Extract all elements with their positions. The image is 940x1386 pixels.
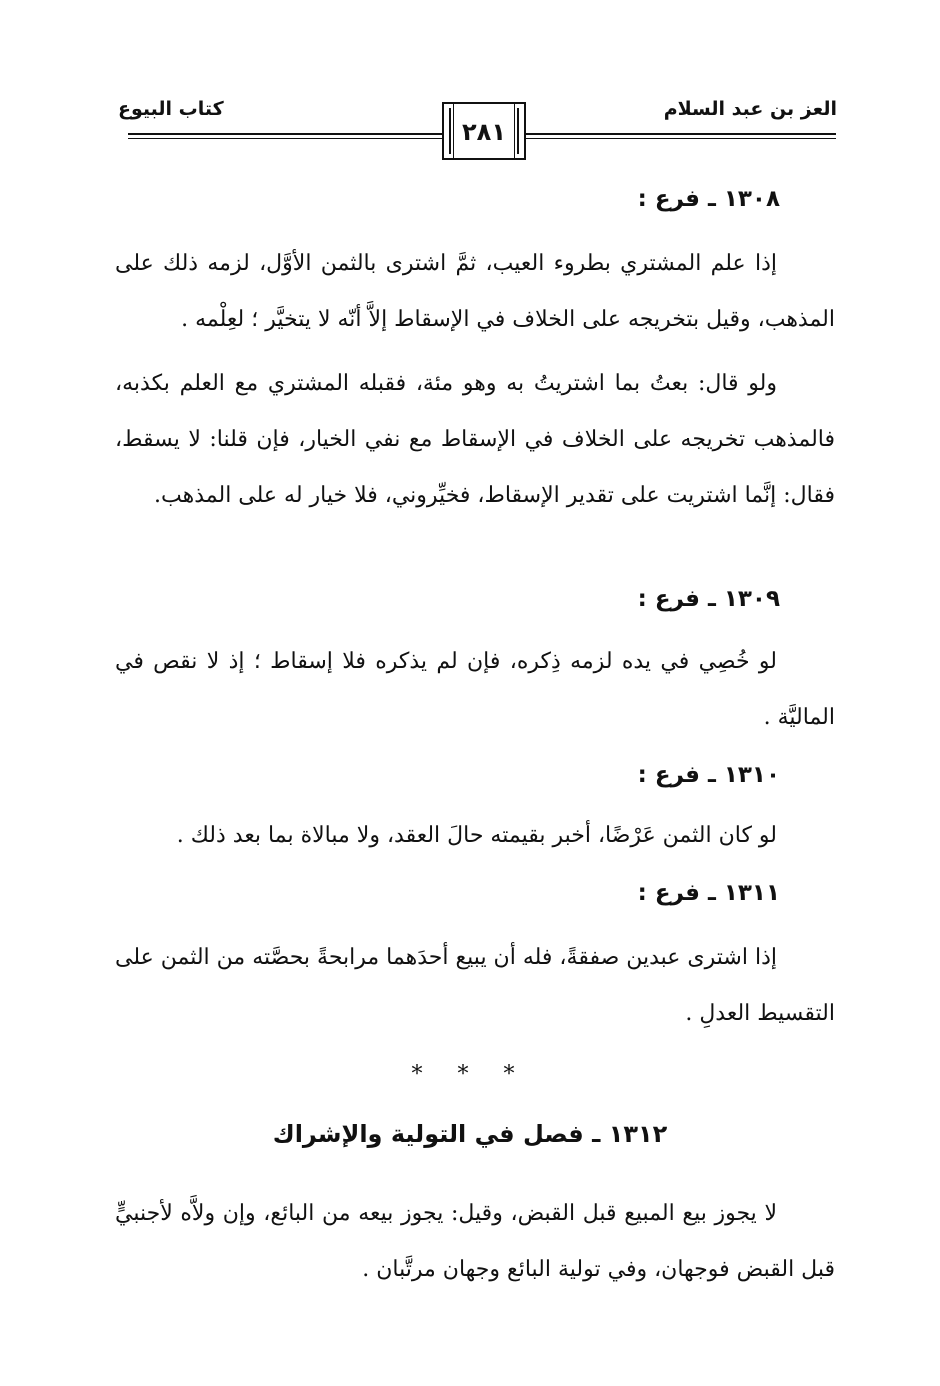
paragraph: ولو قال: بعتُ بما اشتريتُ به وهو مئة، فقبله المشتري مع العلم بكذبه، فالمذهب تخريجه على الخلاف في الإسقاط مع نفي الخيار، فإن قلنا: لا يسقط، فقال: إنَّما اشتريت على تقدير الإسقاط، فخيِّروني، فلا خيار له على المذهب.: [115, 371, 835, 508]
paragraph: إذا علم المشتري بطروء العيب، ثمَّ اشترى بالثمن الأوَّل، لزمه ذلك على المذهب، وقيل بتخريجه على الخلاف في الإسقاط إلاَّ أنّه لا يتخيَّر ؛ لعِلْمه .: [115, 251, 835, 332]
running-header-author: العز بن عبد السلام: [663, 98, 837, 120]
page-number-frame: [442, 102, 526, 160]
section-title: ١٣١٢ ـ فصل في التولية والإشراك: [272, 1120, 668, 1148]
paragraph: لو كان الثمن عَرْضًا، أخبر بقيمته حالَ العقد، ولا مبالاة بما بعد ذلك .: [176, 823, 777, 848]
item-body-1309: [115, 634, 835, 746]
paragraph: لو خُصِي في يده لزمه ذِكره، فإن لم يذكره فلا إسقاط ؛ إذ لا نقص في الماليَّة .: [115, 649, 835, 730]
item-heading-1308: ١٣٠٨ ـ فرع :: [637, 186, 780, 212]
item-heading-1310: ١٣١٠ ـ فرع :: [637, 762, 780, 788]
item-body-1310: [115, 808, 835, 864]
running-header-book-section: كتاب البيوع: [118, 98, 224, 120]
item-body-1308: [115, 236, 835, 524]
paragraph: إذا اشترى عبدين صفقةً، فله أن يبيع أحدَهما مرابحةً بحصَّته من الثمن على التقسيط العدلِ .: [115, 945, 835, 1026]
paragraph: لا يجوز بيع المبيع قبل القبض، وقيل: يجوز بيعه من البائع، وإن ولاَّه لأجنبيٍّ قبل القبض فوجهان، وفي تولية البائع وجهان مرتَّبان .: [115, 1201, 835, 1282]
item-heading-1309: ١٣٠٩ ـ فرع :: [637, 586, 780, 612]
section-separator: * * *: [411, 1062, 529, 1087]
page-number: ٢٨١: [462, 118, 506, 146]
item-body-1311: [115, 930, 835, 1042]
section-body: [115, 1186, 835, 1298]
item-heading-1311: ١٣١١ ـ فرع :: [637, 880, 780, 906]
